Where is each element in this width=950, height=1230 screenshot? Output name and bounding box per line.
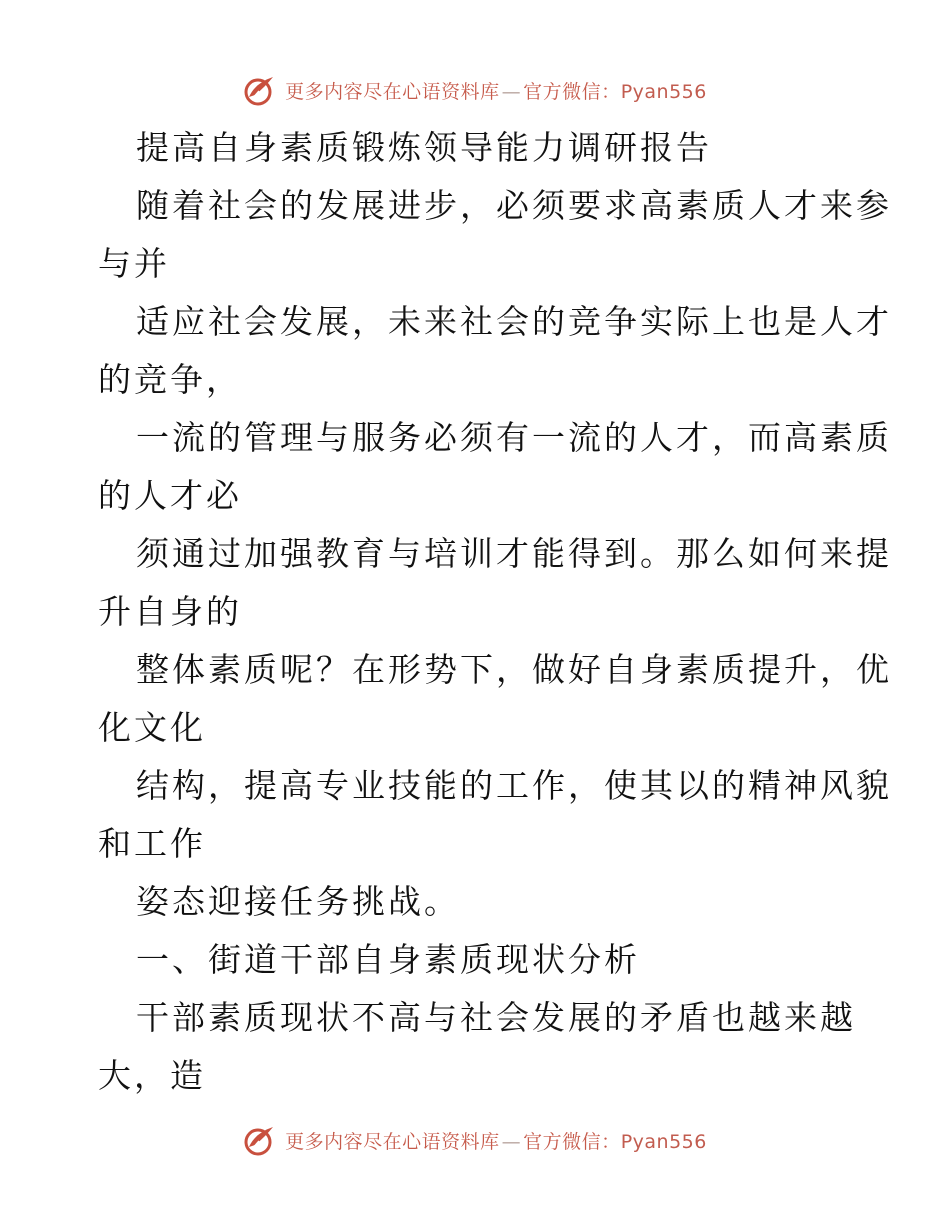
- text-line: 升自身的: [98, 592, 242, 631]
- watermark-wechat-id: Pyan556: [620, 80, 707, 103]
- text-line: 结构，提高专业技能的工作，使其以的精神风貌: [136, 766, 892, 805]
- text-line: 化文化: [98, 708, 206, 747]
- watermark-site-text: 更多内容尽在心语资料库: [285, 1130, 500, 1153]
- text-line: 适应社会发展，未来社会的竞争实际上也是人才: [136, 302, 892, 341]
- watermark-text: [285, 77, 707, 104]
- text-line: 姿态迎接任务挑战。: [136, 882, 460, 921]
- watermark-text: [285, 1127, 707, 1154]
- text-line: 须通过加强教育与培训才能得到。那么如何来提: [136, 534, 892, 573]
- text-line: 大，造: [98, 1056, 206, 1095]
- quill-logo-icon: [243, 73, 277, 107]
- watermark-wechat-label: 官方微信：: [523, 80, 621, 103]
- watermark-separator: —: [501, 80, 522, 103]
- text-line: 整体素质呢？在形势下，做好自身素质提升，优: [136, 650, 892, 689]
- text-line: 和工作: [98, 824, 206, 863]
- watermark-site-text: 更多内容尽在心语资料库: [285, 80, 500, 103]
- text-line: 随着社会的发展进步，必须要求高素质人才来参: [136, 186, 892, 225]
- watermark-separator: —: [501, 1130, 522, 1153]
- section-heading: 一、街道干部自身素质现状分析: [136, 940, 640, 979]
- document-title: 提高自身素质锻炼领导能力调研报告: [136, 128, 712, 167]
- watermark-wechat-label: 官方微信：: [523, 1130, 621, 1153]
- text-line: 与并: [98, 244, 170, 283]
- quill-logo-icon: [243, 1123, 277, 1157]
- text-line: 的竞争，: [98, 360, 242, 399]
- text-line: 一流的管理与服务必须有一流的人才，而高素质: [136, 418, 892, 457]
- text-line: 的人才必: [98, 476, 242, 515]
- watermark-wechat-id: Pyan556: [620, 1130, 707, 1153]
- footer-watermark: [0, 1120, 950, 1160]
- text-line: 干部素质现状不高与社会发展的矛盾也越来越: [136, 998, 856, 1037]
- header-watermark: [0, 70, 950, 110]
